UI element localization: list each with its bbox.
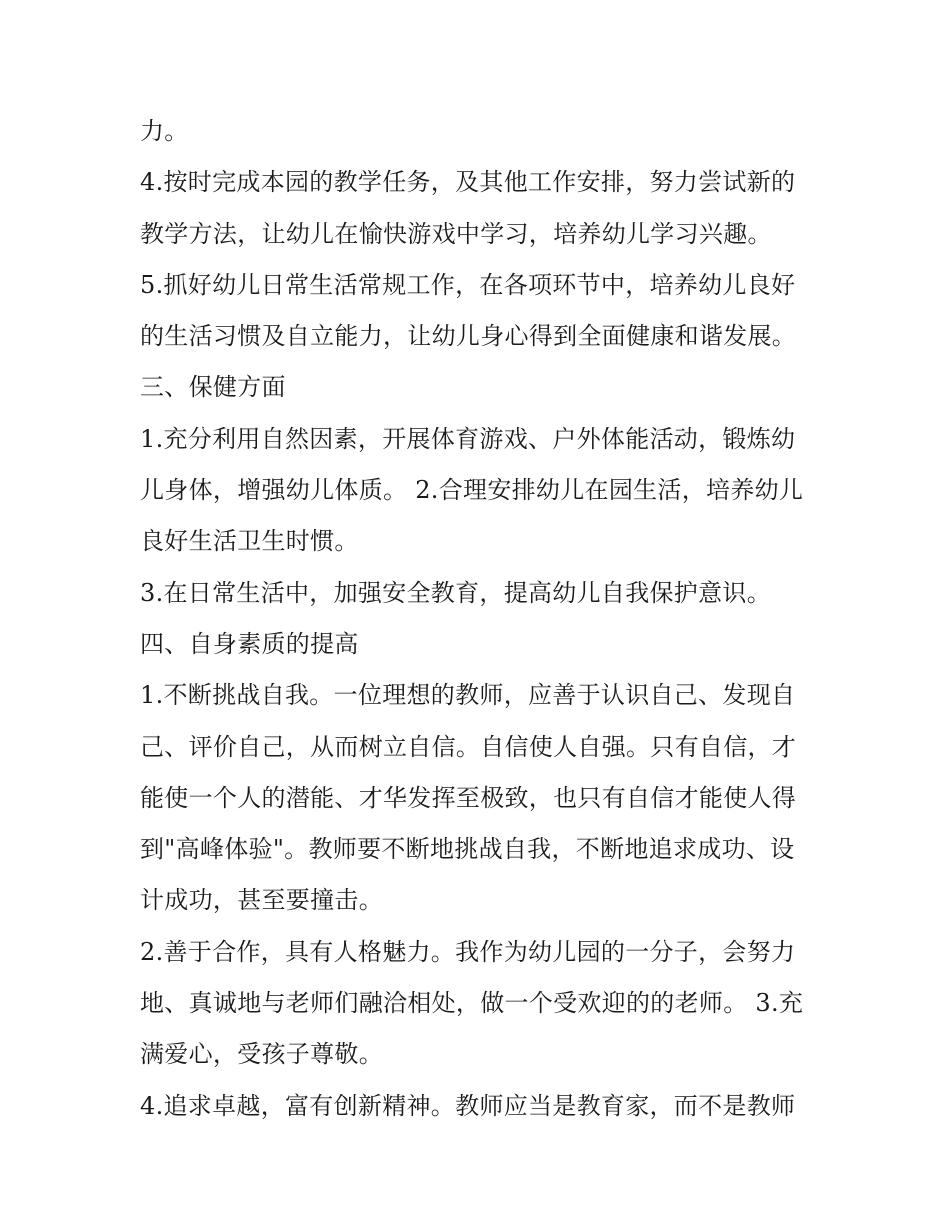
text-line: 2.善于合作，具有人格魅力。我作为幼儿园的一分子，会努力 [140, 937, 796, 966]
text-line: 力。 [140, 117, 189, 145]
text-line: 5.抓好幼儿日常生活常规工作，在各项环节中，培养幼儿良好 [140, 270, 796, 299]
section-heading-health: 三、保健方面 [140, 373, 286, 402]
section-heading-self-improvement: 四、自身素质的提高 [140, 629, 359, 658]
text-line: 良好生活卫生时惯。 [140, 527, 359, 556]
text-line: 教学方法，让幼儿在愉快游戏中学习，培养幼儿学习兴趣。 [140, 219, 772, 248]
text-line: 1.不断挑战自我。一位理想的教师，应善于认识自己、发现自 [140, 681, 796, 710]
text-line: 地、真诚地与老师们融洽相处，做一个受欢迎的的老师。 3.充 [140, 989, 804, 1018]
text-line: 4.按时完成本园的教学任务，及其他工作安排，努力尝试新的 [140, 168, 796, 197]
text-line: 1.充分利用自然因素，开展体育游戏、户外体能活动，锻炼幼 [140, 424, 796, 453]
text-line: 3.在日常生活中，加强安全教育，提高幼儿自我保护意识。 [140, 578, 771, 607]
text-line: 到"高峰体验"。教师要不断地挑战自我，不断地追求成功、设 [140, 835, 795, 864]
text-line: 4.追求卓越，富有创新精神。教师应当是教育家，而不是教师 [140, 1091, 796, 1120]
text-line: 满爱心，受孩子尊敬。 [140, 1040, 383, 1069]
text-line: 的生活习惯及自立能力，让幼儿身心得到全面健康和谐发展。 [140, 322, 797, 351]
text-line: 儿身体，增强幼儿体质。 2.合理安排幼儿在园生活，培养幼儿 [140, 476, 804, 505]
text-line: 计成功，甚至要撞击。 [140, 886, 383, 915]
text-line: 己、评价自己，从而树立自信。自信使人自强。只有自信，才 [140, 732, 797, 761]
document-body [140, 106, 820, 1132]
text-line: 能使一个人的潜能、才华发挥至极致，也只有自信才能使人得 [140, 783, 797, 812]
